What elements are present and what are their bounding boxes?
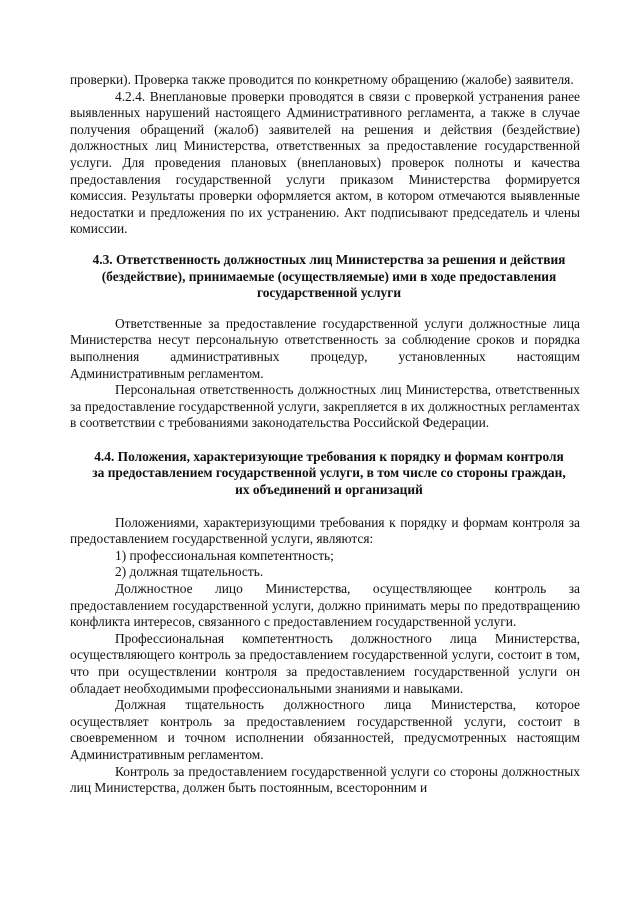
section-heading-4-3: 4.3. Ответственность должностных лиц Министерства за решения и действия (бездействие), принимаемые (осуществляемые) ими в ходе предоставления государственной услуги <box>92 251 566 301</box>
paragraph-4-3-responsibility: Ответственные за предоставление государственной услуги должностные лица Министерства несут персональную ответственность за соблюдение сроков и порядка выполнения административных процедур, установленных настоящим Административным регламентом. <box>70 315 580 381</box>
paragraph-4-4-conflict-of-interest: Должностное лицо Министерства, осуществляющее контроль за предоставлением государственной услуги, должно принимать меры по предотвращению конфликта интересов, связанного с предоставлением государственной услуги. <box>70 581 580 630</box>
paragraph-4-3-personal-responsibility: Персональная ответственность должностных лиц Министерства, ответственных за предоставление государственной услуги, закрепляется в их должностных регламентах в соответствии с требованиями законодательства Российской Федерации. <box>70 382 580 431</box>
paragraph-4-4-control: Контроль за предоставлением государственной услуги со стороны должностных лиц Министерства, должен быть постоянным, всесторонним и <box>70 763 580 796</box>
document-page <box>70 72 580 797</box>
paragraph-4-2-4: 4.2.4. Внеплановые проверки проводятся в связи с проверкой устранения ранее выявленных нарушений настоящего Административного регламента, а также в случае получения обращений (жалоб) заявителей на решения и действия (бездействие) должностных лиц Министерства, ответственных за предоставление государственной услуги. Для проведения плановых (внеплановых) проверок полноты и качества предоставления государственной услуги приказом Министерства формируется комиссия. Результаты проверки оформляется актом, в котором отмечаются выявленные недостатки и предложения по их устранению. Акт подписывают председатель и члены комиссии. <box>70 88 580 237</box>
paragraph-4-4-professional-competence: Профессиональная компетентность должностного лица Министерства, осуществляющего контроль за предоставлением государственной услуги, состоит в том, что при осуществлении контроля за предоставлением государственной услуги он обладает необходимыми профессиональными знаниями и навыками. <box>70 630 580 696</box>
paragraph-intro: проверки). Проверка также проводится по конкретному обращению (жалобе) заявителя. <box>70 72 574 87</box>
list-item-competence: 1) профессиональная компетентность; <box>115 547 334 563</box>
list-item-diligence: 2) должная тщательность. <box>115 564 264 580</box>
section-heading-4-4: 4.4. Положения, характеризующие требования к порядку и формам контроля за предоставлением государственной услуги, в том числе со стороны граждан, их объединений и организаций <box>92 448 566 498</box>
paragraph-4-4-provisions: Положениями, характеризующими требования к порядку и формам контроля за предоставлением государственной услуги, являются: <box>70 514 580 547</box>
paragraph-4-4-due-diligence: Должная тщательность должностного лица Министерства, которое осуществляет контроль за предоставлением государственной услуги, состоит в своевременном и точном исполнении обязанностей, предусмотренных настоящим Административным регламентом. <box>70 697 580 762</box>
